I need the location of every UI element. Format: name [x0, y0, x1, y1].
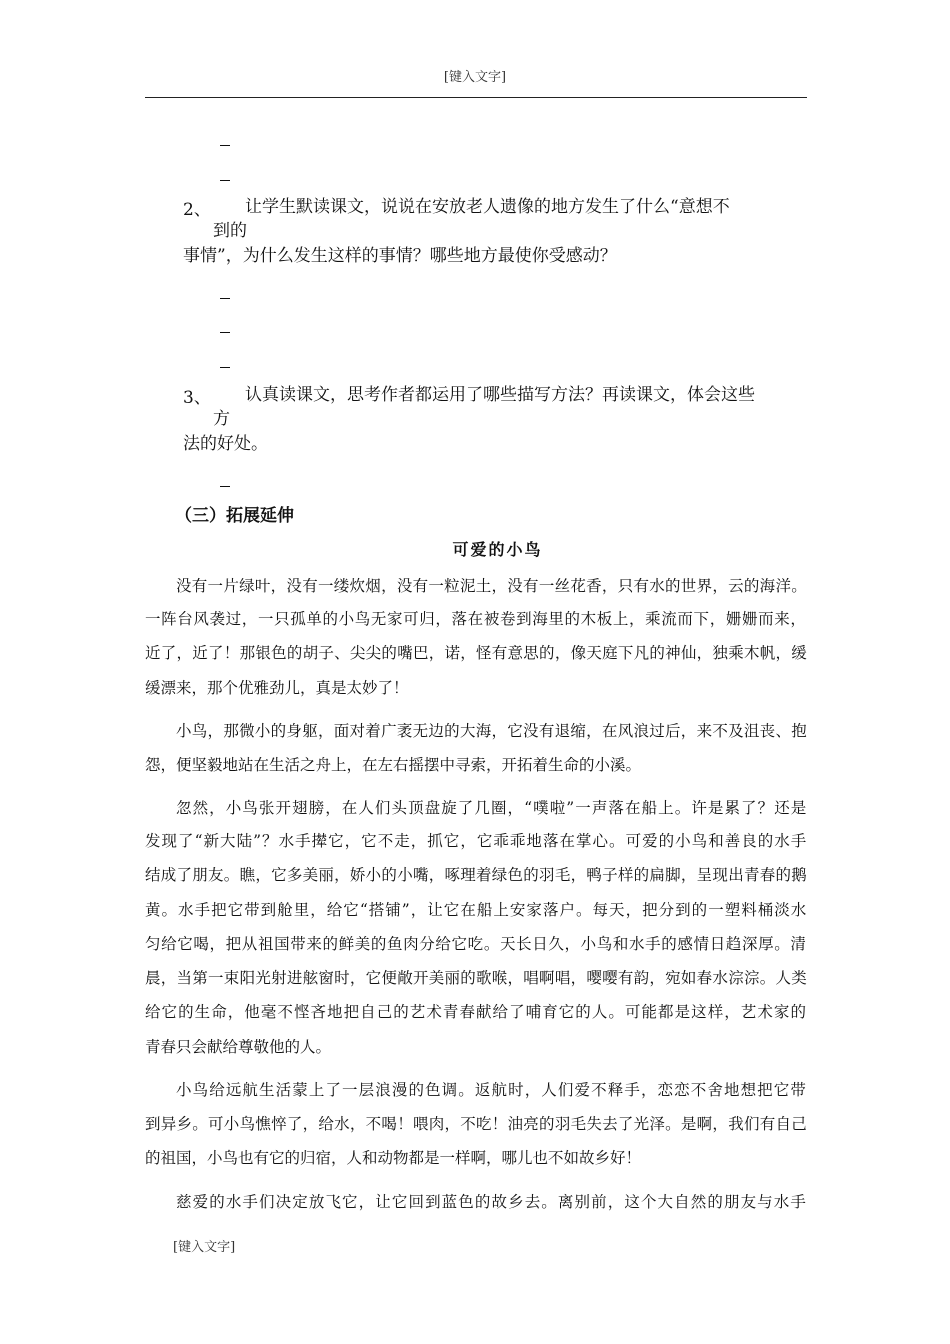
header-divider: [145, 97, 807, 98]
answer-blank-line: [220, 180, 230, 181]
question-text-line: 到的: [213, 221, 247, 241]
question-text-line: 让学生默读课文，说说在安放老人遗像的地方发生了什么“意想不: [245, 197, 730, 217]
story-line: 晨，当第一束阳光射进舷窗时，它便敞开美丽的歌喉，唱啊唱，嘤嘤有韵，宛如春水淙淙。人类: [145, 969, 808, 987]
story-line: 怨，便坚毅地站在生活之舟上，在左右摇摆中寻索，开拓着生命的小溪。: [145, 756, 642, 774]
answer-blank-line: [220, 145, 230, 146]
answer-blank-line: [220, 332, 230, 333]
answer-blank-line: [220, 298, 230, 299]
page-header: [键入文字]: [443, 70, 507, 85]
page-footer: [键入文字]: [173, 1240, 236, 1255]
story-title: 可爱的小鸟: [452, 540, 543, 559]
section-heading: （三）拓展延伸: [175, 506, 294, 526]
story-line: 小鸟给远航生活蒙上了一层浪漫的色调。返航时，人们爱不释手，恋恋不舍地想把它带: [176, 1081, 807, 1099]
answer-blank-line: [220, 486, 230, 487]
story-line: 忽然，小鸟张开翅膀，在人们头顶盘旋了几圈，“噗啦”一声落在船上。许是累了？还是: [176, 799, 808, 817]
story-line: 的祖国，小鸟也有它的归宿，人和动物都是一样啊，哪儿也不如故乡好！: [145, 1149, 642, 1167]
story-line: 匀给它喝，把从祖国带来的鲜美的鱼肉分给它吃。天长日久，小鸟和水手的感情日趋深厚。清: [145, 935, 807, 953]
story-line: 结成了朋友。瞧，它多美丽，娇小的小嘴，啄理着绿色的羽毛，鸭子样的扁脚，呈现出青春的鹅: [145, 866, 808, 884]
story-line: 黄。水手把它带到舱里，给它“搭铺”，让它在船上安家落户。每天，把分到的一塑料桶淡水: [145, 901, 808, 919]
question-text-line: 认真读课文，思考作者都运用了哪些描写方法？再读课文，体会这些: [245, 385, 755, 405]
question-number: 3、: [183, 388, 211, 408]
story-line: 到异乡。可小鸟憔悴了，给水，不喝！喂肉，不吃！油亮的羽毛失去了光泽。是啊，我们有自己: [145, 1115, 808, 1133]
story-line: 小鸟，那微小的身躯，面对着广袤无边的大海，它没有退缩，在风浪过后，来不及沮丧、抱: [176, 722, 808, 740]
story-line: 没有一片绿叶，没有一缕炊烟，没有一粒泥土，没有一丝花香，只有水的世界，云的海洋。: [176, 577, 808, 595]
answer-blank-line: [220, 367, 230, 368]
story-line: 慈爱的水手们决定放飞它，让它回到蓝色的故乡去。离别前，这个大自然的朋友与水手: [176, 1193, 807, 1211]
question-text-line: 方: [213, 409, 230, 429]
story-line: 青春只会献给尊敬他的人。: [145, 1038, 332, 1056]
story-line: 给它的生命，他毫不悭吝地把自己的艺术青春献给了哺育它的人。可能都是这样，艺术家的: [145, 1003, 808, 1021]
story-line: 缓漂来，那个优雅劲儿，真是太妙了！: [145, 679, 409, 697]
story-line: 近了，近了！那银色的胡子、尖尖的嘴巴，诺，怪有意思的，像天庭下凡的神仙，独乘木帆，缓: [145, 644, 808, 662]
story-line: 发现了“新大陆”？水手撵它，它不走，抓它，它乖乖地落在掌心。可爱的小鸟和善良的水手: [145, 832, 808, 850]
question-number: 2、: [183, 200, 211, 220]
question-text-line: 事情”，为什么发生这样的事情？哪些地方最使你受感动？: [183, 246, 617, 266]
question-text-line: 法的好处。: [183, 434, 268, 454]
story-line: 一阵台风袭过，一只孤单的小鸟无家可归，落在被卷到海里的木板上，乘流而下，姗姗而来，: [145, 610, 807, 628]
